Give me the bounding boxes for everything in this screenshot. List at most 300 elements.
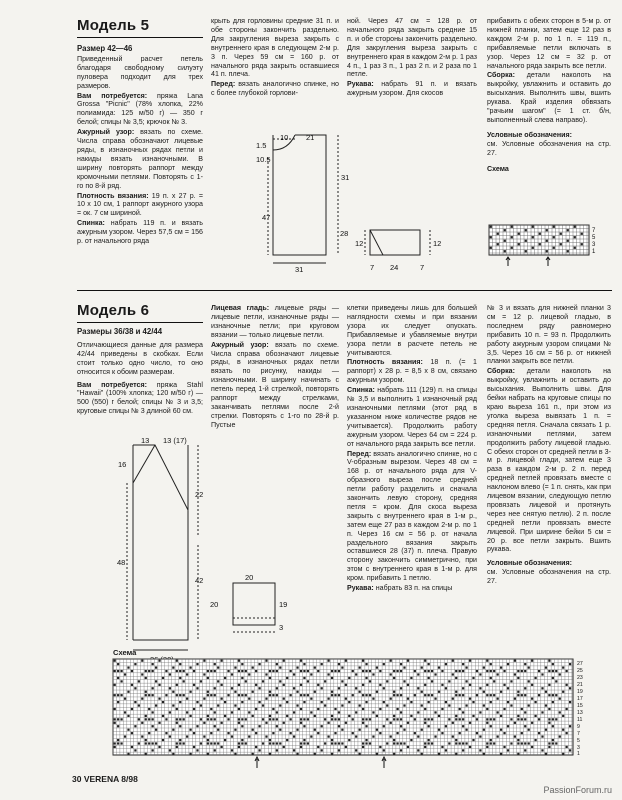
m5-dim-5: 31 bbox=[341, 173, 350, 182]
model6-lace: вязать по схеме. Числа справа обозначают лицевые ряды, в изнаночных рядах петли вязать по рисунку, накиды — изнаночными. В ширину начинать с петель перед 1-й стрелкой, повторять раппорт между стрелками, заканчивать петлями после 2-й стрелки. Повторять с 1-го по 28-й р. Пустые bbox=[211, 340, 339, 429]
chart-symbol bbox=[455, 694, 457, 696]
model5-front-heading: Перед: bbox=[211, 80, 236, 89]
chart-symbol bbox=[497, 243, 499, 245]
m6-row-label: 13 bbox=[577, 710, 583, 716]
chart-symbol bbox=[152, 694, 154, 696]
chart-symbol bbox=[441, 746, 443, 748]
chart-symbol bbox=[545, 729, 547, 731]
chart-symbol bbox=[500, 729, 502, 731]
chart-symbol bbox=[121, 742, 123, 744]
chart-symbol bbox=[462, 725, 464, 727]
chart-symbol bbox=[279, 704, 281, 706]
chart-symbol bbox=[265, 698, 267, 700]
model6-schema-heading: Схема bbox=[113, 648, 137, 657]
m5-dim-8: 28 bbox=[340, 229, 349, 238]
chart-symbol bbox=[528, 680, 530, 682]
chart-symbol bbox=[531, 746, 533, 748]
model6-knit-chart bbox=[112, 658, 612, 770]
chart-symbol bbox=[365, 739, 367, 741]
chart-symbol bbox=[452, 736, 454, 738]
chart-symbol bbox=[424, 742, 426, 744]
chart-symbol bbox=[476, 732, 478, 734]
chart-symbol bbox=[497, 711, 499, 713]
chart-symbol bbox=[245, 694, 247, 696]
chart-symbol bbox=[231, 749, 233, 751]
chart-symbol bbox=[141, 673, 143, 675]
chart-symbol bbox=[127, 691, 129, 693]
chart-symbol bbox=[528, 667, 530, 669]
chart-symbol bbox=[531, 722, 533, 724]
chart-symbol bbox=[145, 739, 147, 741]
chart-symbol bbox=[421, 691, 423, 693]
chart-symbol bbox=[365, 725, 367, 727]
chart-symbol bbox=[214, 663, 216, 665]
chart-symbol bbox=[483, 704, 485, 706]
chart-symbol bbox=[490, 677, 492, 679]
chart-symbol bbox=[179, 718, 181, 720]
chart-symbol bbox=[493, 742, 495, 744]
chart-symbol bbox=[334, 732, 336, 734]
chart-symbol bbox=[324, 742, 326, 744]
chart-symbol bbox=[241, 742, 243, 744]
chart-symbol bbox=[372, 673, 374, 675]
chart-symbol bbox=[276, 711, 278, 713]
chart-symbol bbox=[176, 722, 178, 724]
chart-symbol bbox=[348, 677, 350, 679]
chart-symbol bbox=[276, 670, 278, 672]
chart-symbol bbox=[407, 722, 409, 724]
chart-symbol bbox=[428, 694, 430, 696]
chart-symbol bbox=[269, 753, 271, 755]
model6-front-heading: Перед: bbox=[347, 449, 372, 458]
chart-symbol bbox=[559, 698, 561, 700]
chart-symbol bbox=[341, 704, 343, 706]
chart-symbol bbox=[262, 704, 264, 706]
chart-symbol bbox=[127, 667, 129, 669]
chart-symbol bbox=[434, 673, 436, 675]
chart-symbol bbox=[227, 732, 229, 734]
chart-symbol bbox=[383, 687, 385, 689]
chart-symbol bbox=[528, 729, 530, 731]
chart-symbol bbox=[114, 684, 116, 686]
chart-symbol bbox=[532, 247, 534, 249]
chart-symbol bbox=[190, 667, 192, 669]
chart-symbol bbox=[334, 670, 336, 672]
chart-symbol bbox=[407, 684, 409, 686]
chart-symbol bbox=[566, 670, 568, 672]
chart-symbol bbox=[148, 742, 150, 744]
chart-symbol bbox=[486, 694, 488, 696]
chart-symbol bbox=[238, 708, 240, 710]
model5-legend: см. Условные обозначения на стр. 27. bbox=[487, 139, 611, 157]
m6-row-label: 1 bbox=[577, 751, 580, 757]
chart-symbol bbox=[393, 715, 395, 717]
model6-sleeve: набрать 83 п. на спицы bbox=[375, 584, 453, 593]
chart-symbol bbox=[421, 753, 423, 755]
chart-symbol bbox=[141, 660, 143, 662]
m6-dim-1: 13 bbox=[141, 436, 150, 445]
chart-symbol bbox=[321, 687, 323, 689]
chart-symbol bbox=[428, 725, 430, 727]
chart-symbol bbox=[552, 663, 554, 665]
chart-symbol bbox=[386, 742, 388, 744]
chart-symbol bbox=[490, 236, 492, 238]
chart-symbol bbox=[417, 736, 419, 738]
chart-symbol bbox=[331, 694, 333, 696]
chart-symbol bbox=[397, 732, 399, 734]
chart-symbol bbox=[479, 711, 481, 713]
chart-symbol bbox=[524, 663, 526, 665]
chart-symbol bbox=[372, 736, 374, 738]
chart-symbol bbox=[165, 718, 167, 720]
chart-symbol bbox=[486, 684, 488, 686]
chart-symbol bbox=[117, 725, 119, 727]
chart-symbol bbox=[359, 691, 361, 693]
chart-symbol bbox=[562, 753, 564, 755]
chart-symbol bbox=[162, 715, 164, 717]
chart-symbol bbox=[234, 753, 236, 755]
chart-symbol bbox=[546, 240, 548, 242]
model6-back-heading: Спинка: bbox=[347, 386, 375, 395]
chart-symbol bbox=[124, 736, 126, 738]
chart-symbol bbox=[276, 749, 278, 751]
chart-symbol bbox=[538, 718, 540, 720]
m6-dim-9: 20 bbox=[245, 573, 254, 582]
model5-density: 19 п. х 27 р. = 10 х 10 см, 1 раппорт ажурного узора = ок. 7 см шириной. bbox=[77, 191, 203, 218]
chart-symbol bbox=[269, 694, 271, 696]
chart-symbol bbox=[341, 680, 343, 682]
chart-symbol bbox=[490, 718, 492, 720]
chart-symbol bbox=[338, 694, 340, 696]
chart-symbol bbox=[369, 718, 371, 720]
chart-symbol bbox=[562, 729, 564, 731]
chart-symbol bbox=[176, 742, 178, 744]
chart-symbol bbox=[324, 680, 326, 682]
chart-symbol bbox=[276, 694, 278, 696]
chart-symbol bbox=[338, 718, 340, 720]
chart-symbol bbox=[176, 660, 178, 662]
chart-symbol bbox=[486, 722, 488, 724]
chart-symbol bbox=[560, 233, 562, 235]
chart-symbol bbox=[138, 718, 140, 720]
chart-symbol bbox=[310, 711, 312, 713]
chart-symbol bbox=[462, 670, 464, 672]
chart-symbol bbox=[265, 660, 267, 662]
chart-symbol bbox=[362, 746, 364, 748]
chart-symbol bbox=[352, 670, 354, 672]
chart-symbol bbox=[521, 670, 523, 672]
chart-symbol bbox=[452, 660, 454, 662]
chart-symbol bbox=[269, 677, 271, 679]
chart-symbol bbox=[300, 746, 302, 748]
chart-symbol bbox=[379, 708, 381, 710]
chart-symbol bbox=[145, 691, 147, 693]
chart-symbol bbox=[331, 742, 333, 744]
chart-symbol bbox=[300, 660, 302, 662]
chart-symbol bbox=[393, 753, 395, 755]
chart-symbol bbox=[131, 708, 133, 710]
chart-symbol bbox=[117, 694, 119, 696]
chart-symbol bbox=[566, 684, 568, 686]
chart-symbol bbox=[362, 670, 364, 672]
chart-symbol bbox=[227, 694, 229, 696]
chart-symbol bbox=[183, 718, 185, 720]
chart-symbol bbox=[262, 718, 264, 720]
chart-symbol bbox=[448, 742, 450, 744]
chart-symbol bbox=[455, 715, 457, 717]
chart-symbol bbox=[538, 732, 540, 734]
chart-symbol bbox=[521, 718, 523, 720]
model5-col4-text: прибавить с обеих сторон в 5-м р. от нижней планки, затем еще 12 раз в каждом 2-м р. по 1 п. = 119 п., прибавляемые петли включать в узор. Через 12 см = 32 р. от начального ряда закрыть все петли. bbox=[487, 17, 611, 70]
chart-symbol bbox=[403, 742, 405, 744]
chart-symbol bbox=[300, 718, 302, 720]
chart-symbol bbox=[383, 701, 385, 703]
chart-symbol bbox=[552, 701, 554, 703]
chart-symbol bbox=[121, 718, 123, 720]
chart-symbol bbox=[252, 753, 254, 755]
chart-symbol bbox=[417, 711, 419, 713]
chart-symbol bbox=[162, 677, 164, 679]
m5-dim-6: 47 bbox=[262, 213, 271, 222]
chart-symbol bbox=[462, 718, 464, 720]
chart-symbol bbox=[272, 732, 274, 734]
chart-symbol bbox=[227, 718, 229, 720]
chart-symbol bbox=[376, 715, 378, 717]
chart-symbol bbox=[217, 704, 219, 706]
chart-symbol bbox=[241, 677, 243, 679]
chart-symbol bbox=[362, 684, 364, 686]
chart-symbol bbox=[307, 680, 309, 682]
m6-row-label: 25 bbox=[577, 668, 583, 674]
chart-symbol bbox=[559, 673, 561, 675]
chart-symbol bbox=[221, 722, 223, 724]
chart-symbol bbox=[334, 694, 336, 696]
chart-symbol bbox=[518, 233, 520, 235]
chart-symbol bbox=[472, 701, 474, 703]
chart-symbol bbox=[152, 749, 154, 751]
chart-symbol bbox=[514, 736, 516, 738]
chart-symbol bbox=[511, 226, 513, 228]
model5-assembly-heading: Сборка: bbox=[487, 71, 515, 80]
chart-symbol bbox=[121, 680, 123, 682]
chart-symbol bbox=[548, 722, 550, 724]
chart-symbol bbox=[553, 226, 555, 228]
chart-symbol bbox=[490, 739, 492, 741]
chart-symbol bbox=[290, 732, 292, 734]
m5-arrow-left bbox=[506, 257, 510, 266]
chart-symbol bbox=[186, 736, 188, 738]
chart-symbol bbox=[552, 677, 554, 679]
chart-symbol bbox=[296, 729, 298, 731]
chart-symbol bbox=[314, 667, 316, 669]
chart-symbol bbox=[490, 725, 492, 727]
chart-symbol bbox=[279, 667, 281, 669]
chart-symbol bbox=[162, 701, 164, 703]
chart-symbol bbox=[497, 673, 499, 675]
chart-symbol bbox=[548, 660, 550, 662]
model6-legend-heading: Условные обозначения: bbox=[487, 559, 573, 568]
chart-symbol bbox=[545, 667, 547, 669]
m5-dim-11: 7 bbox=[370, 263, 375, 272]
chart-symbol bbox=[245, 742, 247, 744]
chart-symbol bbox=[231, 673, 233, 675]
chart-symbol bbox=[279, 729, 281, 731]
chart-symbol bbox=[127, 753, 129, 755]
chart-symbol bbox=[569, 701, 571, 703]
chart-symbol bbox=[152, 663, 154, 665]
chart-symbol bbox=[548, 684, 550, 686]
chart-symbol bbox=[286, 739, 288, 741]
model5-sleeve-outline bbox=[370, 230, 420, 255]
chart-symbol bbox=[376, 691, 378, 693]
chart-symbol bbox=[562, 691, 564, 693]
chart-symbol bbox=[303, 742, 305, 744]
chart-symbol bbox=[259, 701, 261, 703]
chart-symbol bbox=[190, 691, 192, 693]
chart-symbol bbox=[376, 753, 378, 755]
chart-symbol bbox=[300, 708, 302, 710]
chart-symbol bbox=[452, 698, 454, 700]
chart-symbol bbox=[286, 701, 288, 703]
chart-symbol bbox=[272, 694, 274, 696]
chart-symbol bbox=[283, 722, 285, 724]
chart-symbol bbox=[362, 694, 364, 696]
chart-symbol bbox=[535, 715, 537, 717]
chart-symbol bbox=[241, 718, 243, 720]
chart-symbol bbox=[328, 673, 330, 675]
model5-sleeve: набрать 91 п. и вязать ажурным узором. Для скосов bbox=[347, 80, 477, 98]
chart-symbol bbox=[403, 729, 405, 731]
chart-symbol bbox=[176, 694, 178, 696]
chart-symbol bbox=[497, 736, 499, 738]
chart-symbol bbox=[562, 715, 564, 717]
chart-symbol bbox=[214, 725, 216, 727]
chart-symbol bbox=[114, 694, 116, 696]
chart-symbol bbox=[169, 673, 171, 675]
chart-symbol bbox=[518, 243, 520, 245]
chart-symbol bbox=[531, 684, 533, 686]
chart-symbol bbox=[307, 742, 309, 744]
chart-symbol bbox=[307, 694, 309, 696]
chart-symbol bbox=[452, 722, 454, 724]
chart-symbol bbox=[231, 736, 233, 738]
model6-col4-text: № 3 и вязать для нижней планки 3 см = 12 р. лицевой гладью, в последнем ряду равномерно прибавить 10 п. = 93 п. Продолжить работу ажурным узором спицами № 3,5. Через 16 см = 56 р. от нижней планки закрыть все петли. bbox=[487, 304, 611, 366]
m5-row-3: 3 bbox=[592, 242, 596, 248]
model6-column-2 bbox=[211, 304, 339, 431]
chart-symbol bbox=[321, 663, 323, 665]
chart-symbol bbox=[393, 718, 395, 720]
chart-symbol bbox=[507, 749, 509, 751]
chart-symbol bbox=[196, 701, 198, 703]
chart-symbol bbox=[227, 670, 229, 672]
chart-symbol bbox=[286, 677, 288, 679]
chart-symbol bbox=[307, 718, 309, 720]
chart-symbol bbox=[217, 742, 219, 744]
model6-lace-heading: Ажурный узор: bbox=[211, 340, 269, 349]
chart-symbol bbox=[552, 739, 554, 741]
chart-symbol bbox=[528, 704, 530, 706]
chart-symbol bbox=[134, 663, 136, 665]
chart-symbol bbox=[524, 718, 526, 720]
m5-dim-3: 1.5 bbox=[256, 141, 267, 150]
chart-symbol bbox=[386, 680, 388, 682]
chart-symbol bbox=[524, 725, 526, 727]
chart-symbol bbox=[259, 687, 261, 689]
chart-symbol bbox=[114, 746, 116, 748]
chart-symbol bbox=[438, 753, 440, 755]
chart-symbol bbox=[507, 687, 509, 689]
chart-symbol bbox=[141, 722, 143, 724]
chart-symbol bbox=[152, 718, 154, 720]
chart-symbol bbox=[158, 660, 160, 662]
chart-symbol bbox=[293, 749, 295, 751]
chart-symbol bbox=[500, 667, 502, 669]
model6-title: Модель 6 bbox=[77, 302, 150, 319]
chart-symbol bbox=[567, 229, 569, 231]
chart-symbol bbox=[369, 742, 371, 744]
chart-symbol bbox=[169, 687, 171, 689]
chart-symbol bbox=[193, 670, 195, 672]
chart-symbol bbox=[566, 746, 568, 748]
chart-symbol bbox=[369, 694, 371, 696]
chart-symbol bbox=[303, 663, 305, 665]
model5-lace-heading: Ажурный узор: bbox=[77, 128, 135, 137]
chart-symbol bbox=[283, 660, 285, 662]
chart-symbol bbox=[314, 715, 316, 717]
chart-symbol bbox=[169, 736, 171, 738]
chart-symbol bbox=[553, 236, 555, 238]
chart-symbol bbox=[455, 739, 457, 741]
chart-symbol bbox=[310, 698, 312, 700]
chart-symbol bbox=[296, 691, 298, 693]
chart-symbol bbox=[455, 742, 457, 744]
chart-symbol bbox=[214, 742, 216, 744]
model5-column-1 bbox=[77, 45, 203, 247]
chart-symbol bbox=[546, 250, 548, 252]
chart-symbol bbox=[407, 660, 409, 662]
chart-symbol bbox=[574, 226, 576, 228]
model6-legend: см. Условные обозначения на стр. 27. bbox=[487, 568, 611, 586]
chart-symbol bbox=[324, 718, 326, 720]
chart-symbol bbox=[176, 708, 178, 710]
chart-symbol bbox=[407, 698, 409, 700]
chart-symbol bbox=[300, 670, 302, 672]
chart-symbol bbox=[134, 701, 136, 703]
chart-symbol bbox=[276, 663, 278, 665]
chart-symbol bbox=[428, 663, 430, 665]
chart-symbol bbox=[400, 663, 402, 665]
chart-symbol bbox=[238, 684, 240, 686]
chart-symbol bbox=[403, 680, 405, 682]
chart-symbol bbox=[490, 694, 492, 696]
chart-symbol bbox=[234, 691, 236, 693]
chart-symbol bbox=[155, 729, 157, 731]
chart-symbol bbox=[455, 691, 457, 693]
chart-symbol bbox=[224, 715, 226, 717]
chart-symbol bbox=[121, 694, 123, 696]
chart-symbol bbox=[221, 698, 223, 700]
chart-symbol bbox=[259, 663, 261, 665]
chart-symbol bbox=[300, 684, 302, 686]
chart-symbol bbox=[438, 691, 440, 693]
chart-symbol bbox=[252, 667, 254, 669]
chart-symbol bbox=[421, 704, 423, 706]
model5-title: Модель 5 bbox=[77, 17, 150, 34]
chart-symbol bbox=[517, 670, 519, 672]
chart-symbol bbox=[428, 742, 430, 744]
chart-symbol bbox=[359, 704, 361, 706]
chart-symbol bbox=[155, 742, 157, 744]
